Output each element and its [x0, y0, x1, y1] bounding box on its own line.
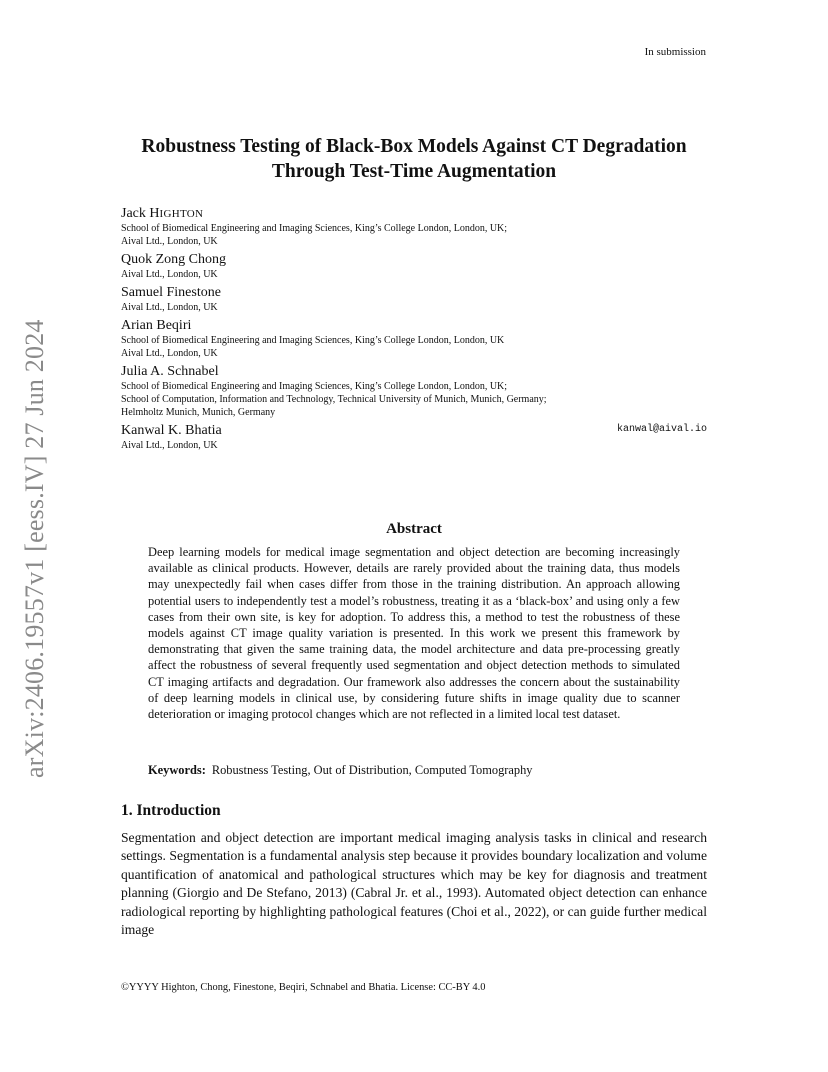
- author-affiliation: Aival Ltd., London, UK: [121, 440, 218, 451]
- author-name: Samuel Finestone: [121, 285, 221, 300]
- author-affiliation: School of Biomedical Engineering and Imaging Sciences, King’s College London, London, UK: [121, 335, 505, 346]
- author-affiliation: Aival Ltd., London, UK: [121, 302, 218, 313]
- author-affiliation: Aival Ltd., London, UK: [121, 269, 218, 280]
- author-block: [121, 285, 707, 314]
- author-affiliation: School of Biomedical Engineering and Imaging Sciences, King’s College London, London, UK;: [121, 223, 508, 234]
- author-block: [121, 318, 707, 360]
- author-name: Quok Zong Chong: [121, 252, 226, 267]
- introduction-text: Segmentation and object detection are important medical imaging analysis tasks in clinical and research settings. Segmentation is a fundamental analysis step because it provides boundary localization and volume quantification of anatomical and pathological structures which may be key for diagnosis and treatment planning (Giorgio and De Stefano, 2013) (Cabral Jr. et al., 1993). Automated object detection can enhance radiological reporting by highlighting pathological features (Choi et al., 2022), or can guide further medical image: [121, 830, 707, 938]
- copyright-footer: ©YYYY Highton, Chong, Finestone, Beqiri, Schnabel and Bhatia. License: CC-BY 4.0: [121, 982, 486, 993]
- author-affiliation: Aival Ltd., London, UK: [121, 236, 218, 247]
- abstract-text: Deep learning models for medical image segmentation and object detection are becoming increasingly available as clinical products. However, details are rarely provided about the training data, thus models may unexpectedly fail when cases differ from those in the training distribution. An approach allowing potential users to independently test a model’s robustness, treating it as a ‘black-box’ and using only a few cases from their own site, is key for adoption. To address this, a method to test the robustness of these models against CT image quality variation is presented. In this work we present this framework by demonstrating that given the same training data, the model architecture and data pre-processing greatly affect the robustness of several frequently used segmentation and object detection methods to simulated CT imaging artifacts and degradation. Our framework also addresses the concern about the sustainability of deep learning models in clinical use, by considering future shifts in image quality due to scanner deterioration or imaging protocol changes which are not reflected in a limited local test dataset.: [148, 545, 680, 722]
- author-name: Julia A. Schnabel: [121, 364, 219, 379]
- author-affiliation: Aival Ltd., London, UK: [121, 348, 218, 359]
- author-list: [121, 206, 707, 456]
- abstract-heading: Abstract: [386, 521, 442, 537]
- keywords: [148, 763, 688, 778]
- author-block: [121, 423, 707, 452]
- author-name: Kanwal K. Bhatia: [121, 423, 222, 438]
- author-affiliation: School of Biomedical Engineering and Imaging Sciences, King’s College London, London, UK;: [121, 381, 508, 392]
- author-block: [121, 364, 707, 419]
- author-name: Jack HIGHTON: [121, 206, 204, 221]
- keywords-label: Keywords:: [148, 763, 206, 777]
- section-heading-introduction: 1. Introduction: [121, 802, 221, 819]
- author-affiliation: Helmholtz Munich, Munich, Germany: [121, 407, 276, 418]
- keywords-text: Robustness Testing, Out of Distribution, Computed Tomography: [211, 763, 533, 777]
- author-block: [121, 206, 707, 248]
- author-name: Arian Beqiri: [121, 318, 192, 333]
- arxiv-side-stamp: arXiv:2406.19557v1 [eess.IV] 27 Jun 2024: [20, 319, 49, 778]
- paper-title: Robustness Testing of Black-Box Models Against CT Degradation Through Test-Time Augmentation: [141, 136, 687, 182]
- submission-note: In submission: [644, 46, 706, 58]
- author-email[interactable]: kanwal@aival.io: [616, 424, 707, 435]
- author-block: [121, 252, 707, 281]
- author-affiliation: School of Computation, Information and Technology, Technical University of Munich, Munich, Germany;: [121, 394, 547, 405]
